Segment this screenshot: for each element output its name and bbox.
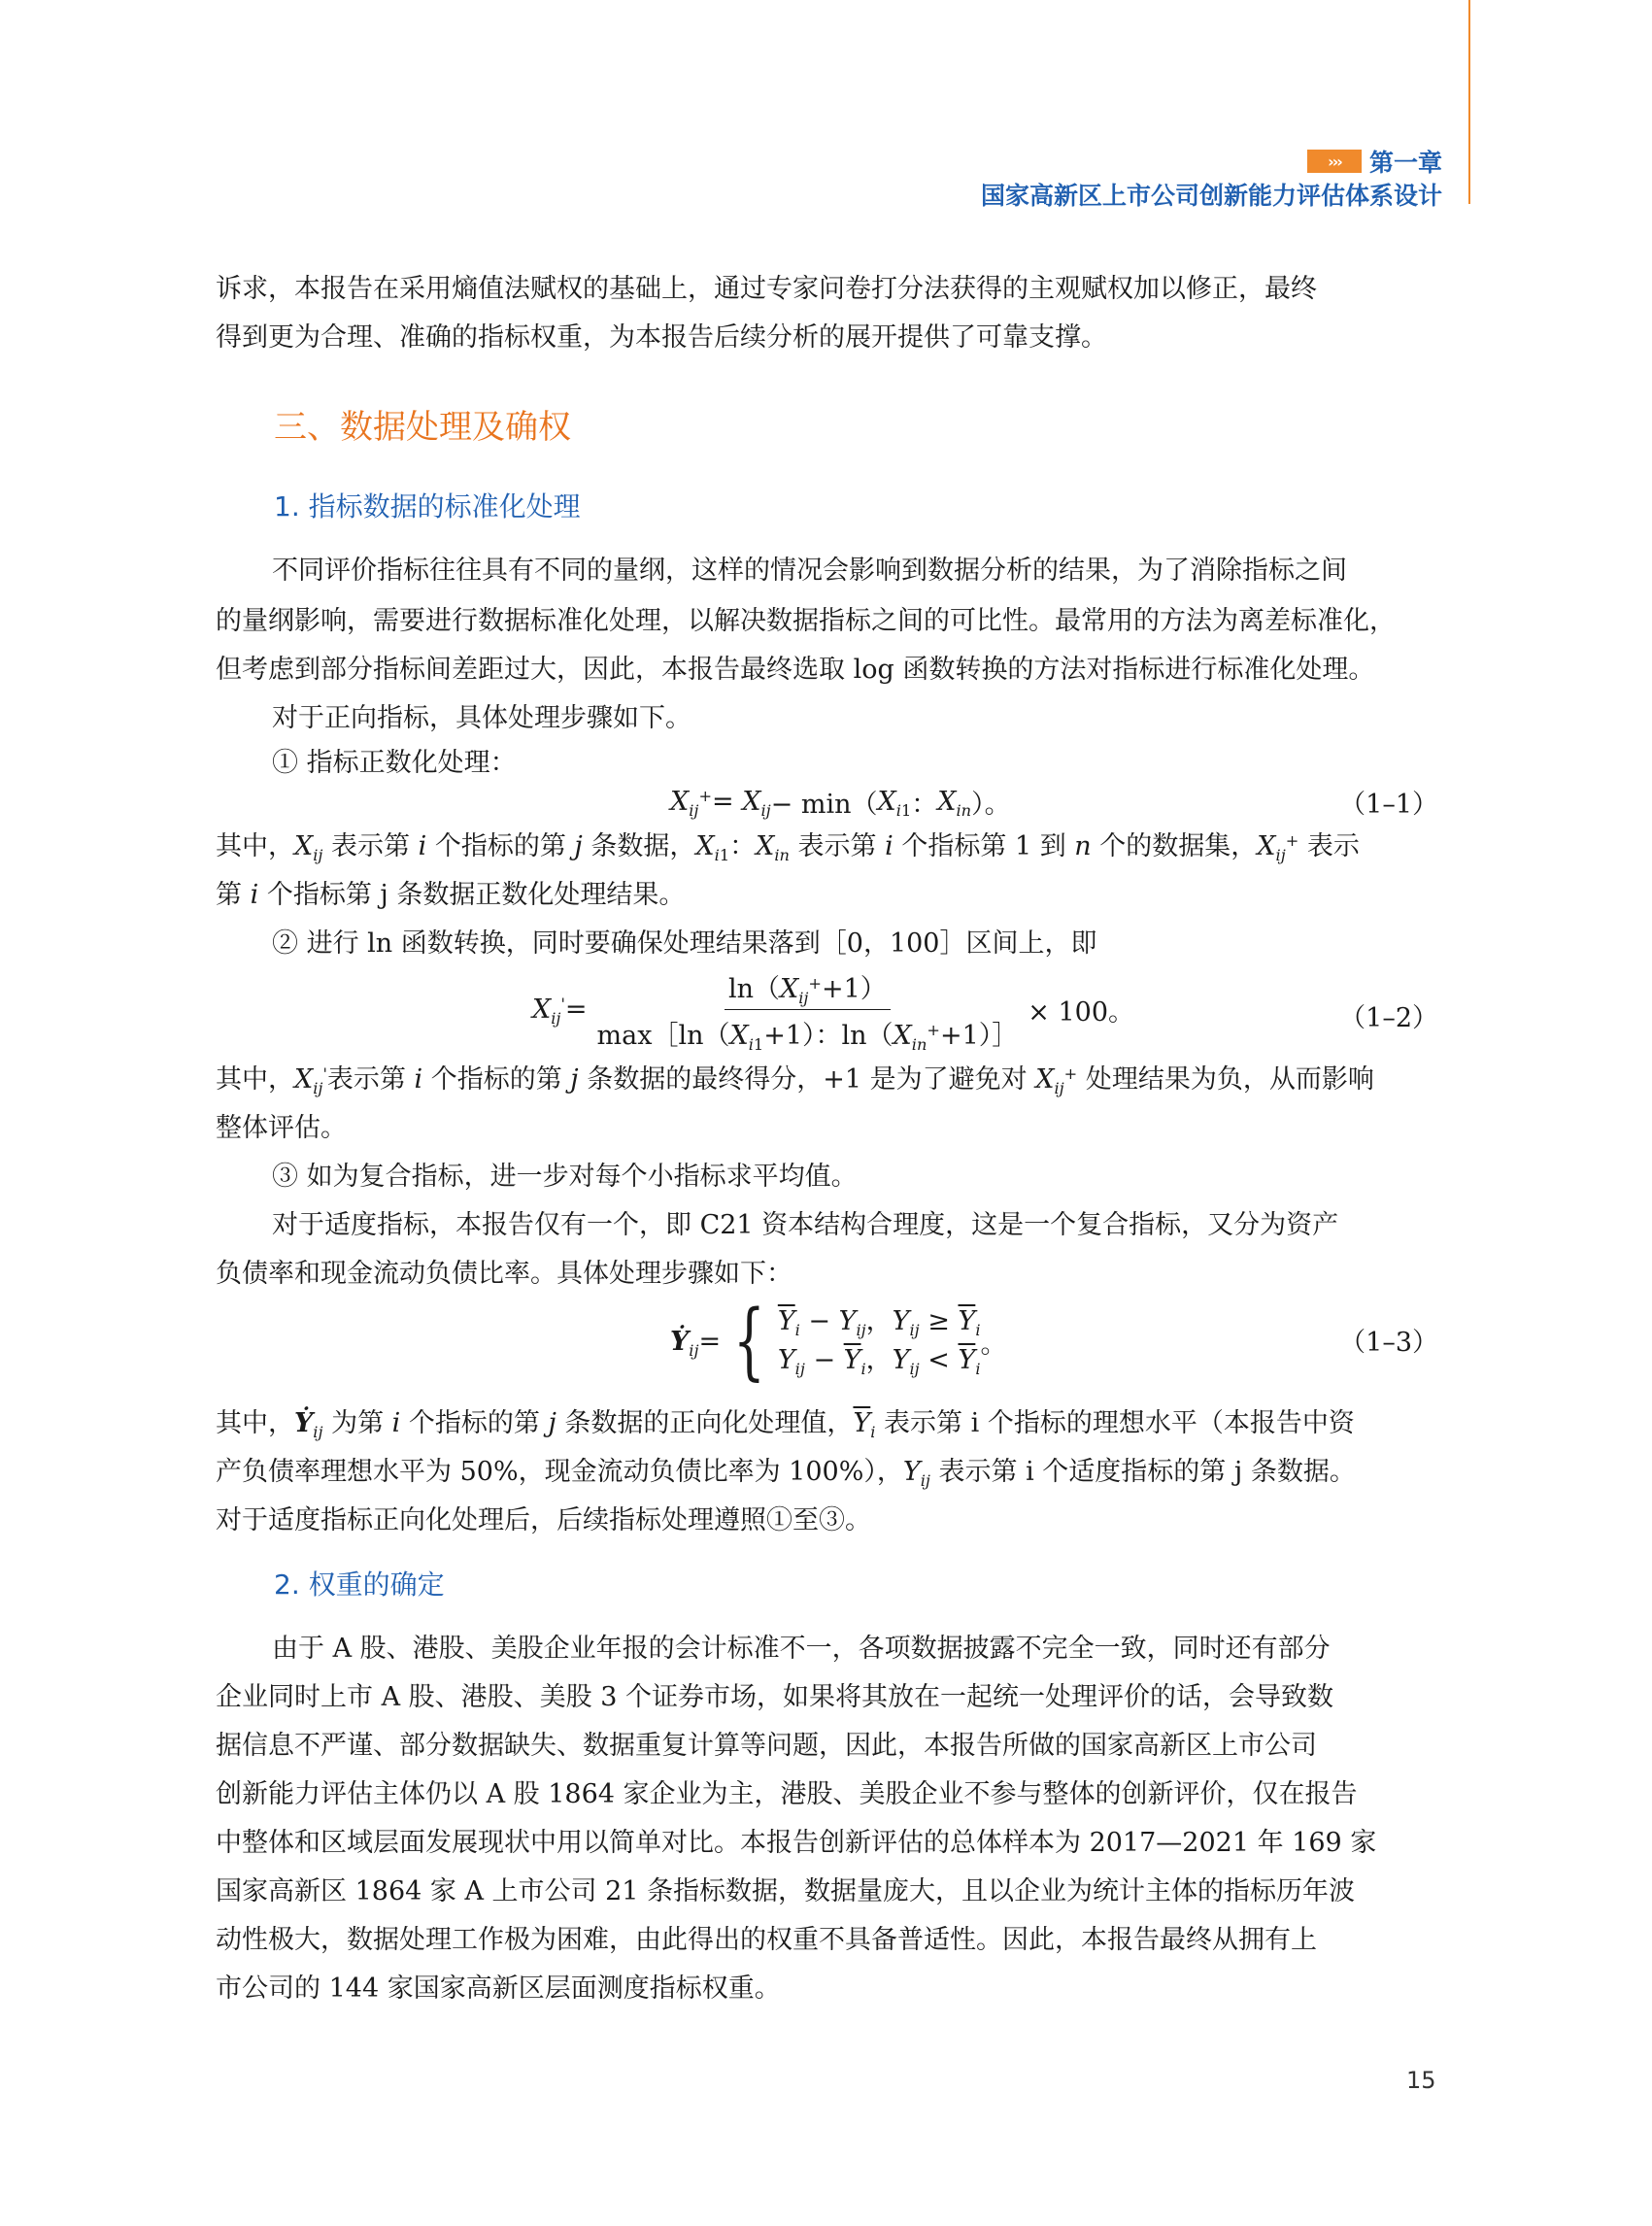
equation-1-3: Ẏ$_{ij}$= { $\overline{Y}_i - Y_{ij}$，$Y_{ij} \ge \overline{Y}_i$ $Y_{ij} - \overline{Y}_i$，$Y_{ij} < \overline{Y}_i$ 。 bbox=[670, 1293, 1007, 1390]
paragraph-line: 动性极大，数据处理工作极为困难，由此得出的权重不具备普适性。因此，本报告最终从拥有上 bbox=[216, 1925, 1317, 1955]
chapter-label: 第一章 bbox=[1368, 149, 1442, 177]
equation-1-1: $X_{ij}^+= X_{ij}$ − min（ $X_{i1}$ ： $X_{in}$ ）。 bbox=[670, 787, 1011, 820]
chapter-marker bbox=[1307, 144, 1442, 179]
paragraph-line: 但考虑到部分指标间差距过大，因此，本报告最终选取 log 函数转换的方法对指标进行标准化处理。 bbox=[216, 655, 1375, 685]
step-line: ② 进行 ln 函数转换，同时要确保处理结果落到［0，100］区间上，即 bbox=[272, 928, 1097, 959]
paragraph-line: 创新能力评估主体仍以 A 股 1864 家企业为主，港股、美股企业不参与整体的创新评价，仅在报告 bbox=[216, 1779, 1358, 1809]
paragraph-line: 的量纲影响，需要进行数据标准化处理，以解决数据指标之间的可比性。最常用的方法为离差标准化， bbox=[216, 606, 1396, 636]
paragraph-line: 企业同时上市 A 股、港股、美股 3 个证券市场，如果将其放在一起统一处理评价的话，会导致数 bbox=[216, 1682, 1334, 1712]
paragraph-line: 其中，Ẏ$_{ij}$ 为第 i 个指标的第 j 条数据的正向化处理值，$\overline{Y}_i$ 表示第 i 个指标的理想水平（本报告中资 bbox=[216, 1408, 1355, 1441]
paragraph-line: 国家高新区 1864 家 A 上市公司 21 条指标数据，数据量庞大，且以企业为统计主体的指标历年波 bbox=[216, 1876, 1356, 1906]
chevron-icon: ››› bbox=[1307, 150, 1362, 173]
step-line: ③ 如为复合指标，进一步对每个小指标求平均值。 bbox=[272, 1162, 858, 1192]
subsection-title: 1. 指标数据的标准化处理 bbox=[274, 490, 581, 523]
paragraph-line: 产负债率理想水平为 50%，现金流动负债比率为 100%），$Y_{ij}$ 表示第 i 个适度指标的第 j 条数据。 bbox=[216, 1457, 1356, 1490]
paragraph-line: 整体评估。 bbox=[216, 1113, 347, 1143]
paragraph-line: 得到更为合理、准确的指标权重，为本报告后续分析的展开提供了可靠支撑。 bbox=[216, 322, 1107, 353]
paragraph-line: 其中，$X_{ij}'$表示第 i 个指标的第 j 条数据的最终得分，+1 是为了避免对 $X_{ij}^+$ 处理结果为负，从而影响 bbox=[216, 1064, 1374, 1097]
equation-number: （1–1） bbox=[1339, 790, 1438, 820]
paragraph-line: 第 i 个指标第 j 条数据正数化处理结果。 bbox=[216, 880, 686, 910]
paragraph-line: 由于 A 股、港股、美股企业年报的会计标准不一，各项数据披露不完全一致，同时还有部分 bbox=[272, 1634, 1331, 1664]
equation-number: （1–2） bbox=[1339, 1003, 1438, 1033]
header-divider bbox=[1468, 0, 1470, 204]
paragraph-line: 诉求，本报告在采用熵值法赋权的基础上，通过专家问卷打分法获得的主观赋权加以修正，最终 bbox=[216, 274, 1317, 304]
header-subtitle: 国家高新区上市公司创新能力评估体系设计 bbox=[980, 182, 1442, 210]
paragraph-line: 负债率和现金流动负债比率。具体处理步骤如下： bbox=[216, 1259, 792, 1289]
paragraph-line: 中整体和区域层面发展现状中用以简单对比。本报告创新评估的总体样本为 2017—2021 年 169 家 bbox=[216, 1828, 1377, 1858]
step-line: ① 指标正数化处理： bbox=[272, 748, 517, 778]
paragraph-line: 对于适度指标正向化处理后，后续指标处理遵照①至③。 bbox=[216, 1505, 871, 1535]
equation-1-2: $X_{ij}'=$ $\frac{\ln(X_{ij}^++1)}{\max[\ln(X_{i1}+1):\ln(X_{in}^++1)]}$ × 100。 bbox=[532, 967, 1134, 1052]
subsection-title: 2. 权重的确定 bbox=[274, 1568, 445, 1601]
equation-number: （1–3） bbox=[1339, 1328, 1438, 1358]
paragraph-line: 不同评价指标往往具有不同的量纲，这样的情况会影响到数据分析的结果，为了消除指标之间 bbox=[272, 556, 1347, 586]
paragraph-line: 其中，$X_{ij}$ 表示第 i 个指标的第 j 条数据，$X_{i1}$：$X_{in}$ 表示第 i 个指标第 1 到 n 个的数据集，$X_{ij}^+$ 表示 bbox=[216, 831, 1360, 864]
paragraph-line: 据信息不严谨、部分数据缺失、数据重复计算等问题，因此，本报告所做的国家高新区上市公司 bbox=[216, 1731, 1317, 1761]
section-title: 三、数据处理及确权 bbox=[274, 408, 571, 447]
page-number: 15 bbox=[1406, 2067, 1436, 2094]
paragraph-line: 对于正向指标，具体处理步骤如下。 bbox=[272, 703, 691, 733]
paragraph-line: 市公司的 144 家国家高新区层面测度指标权重。 bbox=[216, 1973, 781, 2004]
paragraph-line: 对于适度指标，本报告仅有一个，即 C21 资本结构合理度，这是一个复合指标，又分为资产 bbox=[272, 1210, 1339, 1240]
